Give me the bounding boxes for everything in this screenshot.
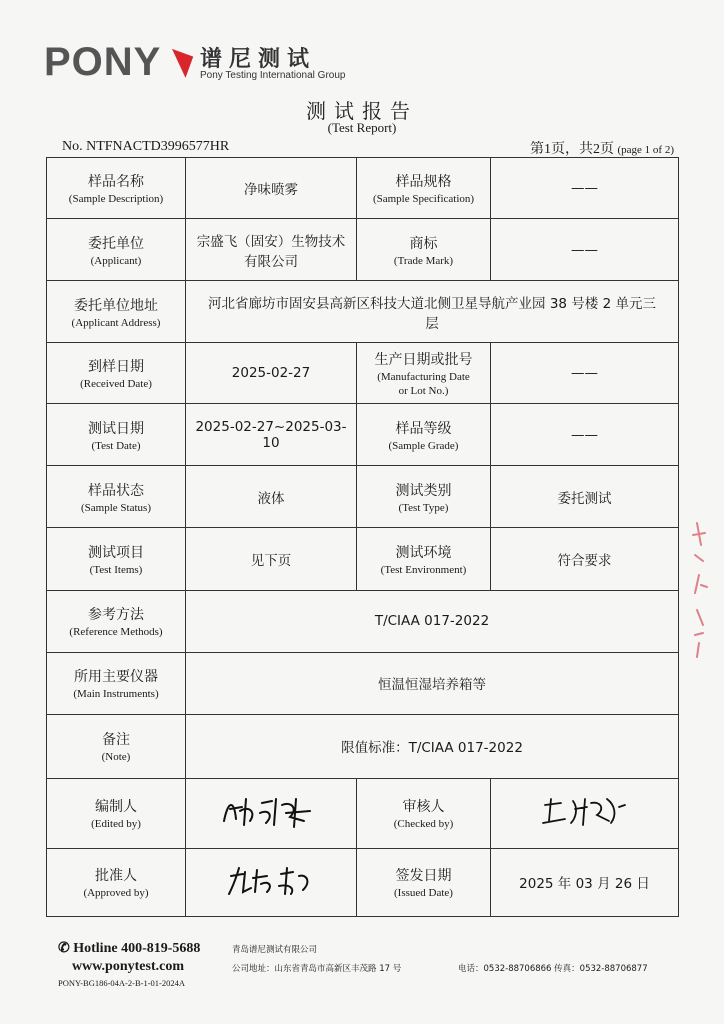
label-sample-desc: 样品名称 (Sample Description) [47,158,186,219]
row-edited-checked [47,778,679,848]
label-note: 备注 (Note) [47,714,186,778]
label-edited-by: 编制人 (Edited by) [47,778,186,848]
company-logo-cn: 谱尼测试 [200,47,317,72]
document-code: PONY-BG186-04A-2-B-1-01-2024A [58,978,186,988]
row-applicant [47,219,679,281]
row-test-items [47,528,679,590]
value-test-environment: 符合要求 [491,528,679,590]
value-trade-mark: —— [491,219,679,281]
value-sample-spec: —— [491,158,679,219]
hotline-text: Hotline 400-819-5688 [73,941,201,956]
row-test-date [47,404,679,466]
signature-approved-by [186,848,357,916]
label-issued-date: 签发日期 (Issued Date) [357,848,491,916]
report-table [46,157,679,917]
company-contact: 电话：0532-88706866 传真：0532-88706877 [458,964,648,974]
row-applicant-address [47,281,679,343]
value-issued-date: 2025 年 03 月 26 日 [491,848,679,916]
label-checked-by: 审核人 (Checked by) [357,778,491,848]
label-test-type: 测试类别 (Test Type) [357,466,491,528]
value-test-items: 见下页 [186,528,357,590]
label-sample-grade: 样品等级 (Sample Grade) [357,404,491,466]
row-reference-methods [47,590,679,652]
company-logo-text: PONY [44,40,162,84]
label-received-date: 到样日期 (Received Date) [47,343,186,404]
value-reference-methods: T/CIAA 017-2022 [186,590,679,652]
label-sample-status: 样品状态 (Sample Status) [47,466,186,528]
company-logo-en: Pony Testing International Group [200,70,346,81]
label-applicant-address: 委托单位地址 (Applicant Address) [47,281,186,343]
value-sample-status: 液体 [186,466,357,528]
value-test-date: 2025-02-27~2025-03-10 [186,404,357,466]
page-info [530,138,674,158]
website: www.ponytest.com [72,959,184,974]
label-test-environment: 测试环境 (Test Environment) [357,528,491,590]
value-applicant: 宗盛飞（固安）生物技术 有限公司 [186,219,357,281]
hotline [58,940,200,957]
row-main-instruments [47,652,679,714]
row-approved-issued [47,848,679,916]
handwritten-signature-icon [535,793,635,829]
label-applicant: 委托单位 (Applicant) [47,219,186,281]
value-received-date: 2025-02-27 [186,343,357,404]
phone-icon: ✆ [58,941,70,956]
value-sample-grade: —— [491,404,679,466]
value-applicant-address: 河北省廊坊市固安县高新区科技大道北侧卫星导航产业园 38 号楼 2 单元三 层 [186,281,679,343]
value-note: 限值标准：T/CIAA 017-2022 [186,714,679,778]
value-sample-desc: 净味喷雾 [186,158,357,219]
report-title-cn: 测试报告 [306,99,418,123]
label-manufacturing: 生产日期或批号 (Manufacturing Date or Lot No.) [357,343,491,404]
report-title-en: (Test Report) [327,120,397,135]
signature-checked-by [491,778,679,848]
handwritten-signature-icon [221,862,321,898]
label-reference-methods: 参考方法 (Reference Methods) [47,590,186,652]
row-sample-desc [47,158,679,219]
row-received-date [47,343,679,404]
logo-triangle-icon [172,42,200,78]
page-info-en: (page 1 of 2) [617,144,674,156]
seal-stamp-icon [685,515,715,665]
row-sample-status [47,466,679,528]
company-name: 青岛谱尼测试有限公司 [232,945,318,955]
label-test-items: 测试项目 (Test Items) [47,528,186,590]
value-manufacturing: —— [491,343,679,404]
label-trade-mark: 商标 (Trade Mark) [357,219,491,281]
signature-edited-by [186,778,357,848]
row-note [47,714,679,778]
report-number: No. NTFNACTD3996577HR [62,139,230,154]
label-approved-by: 批准人 (Approved by) [47,848,186,916]
value-test-type: 委托测试 [491,466,679,528]
label-main-instruments: 所用主要仪器 (Main Instruments) [47,652,186,714]
company-address: 公司地址：山东省青岛市高新区丰茂路 17 号 [232,964,402,974]
page-info-cn: 第1页，共2页 [529,142,614,157]
value-main-instruments: 恒温恒湿培养箱等 [186,652,679,714]
handwritten-signature-icon [216,791,326,831]
label-test-date: 测试日期 (Test Date) [47,404,186,466]
label-sample-spec: 样品规格 (Sample Specification) [357,158,491,219]
